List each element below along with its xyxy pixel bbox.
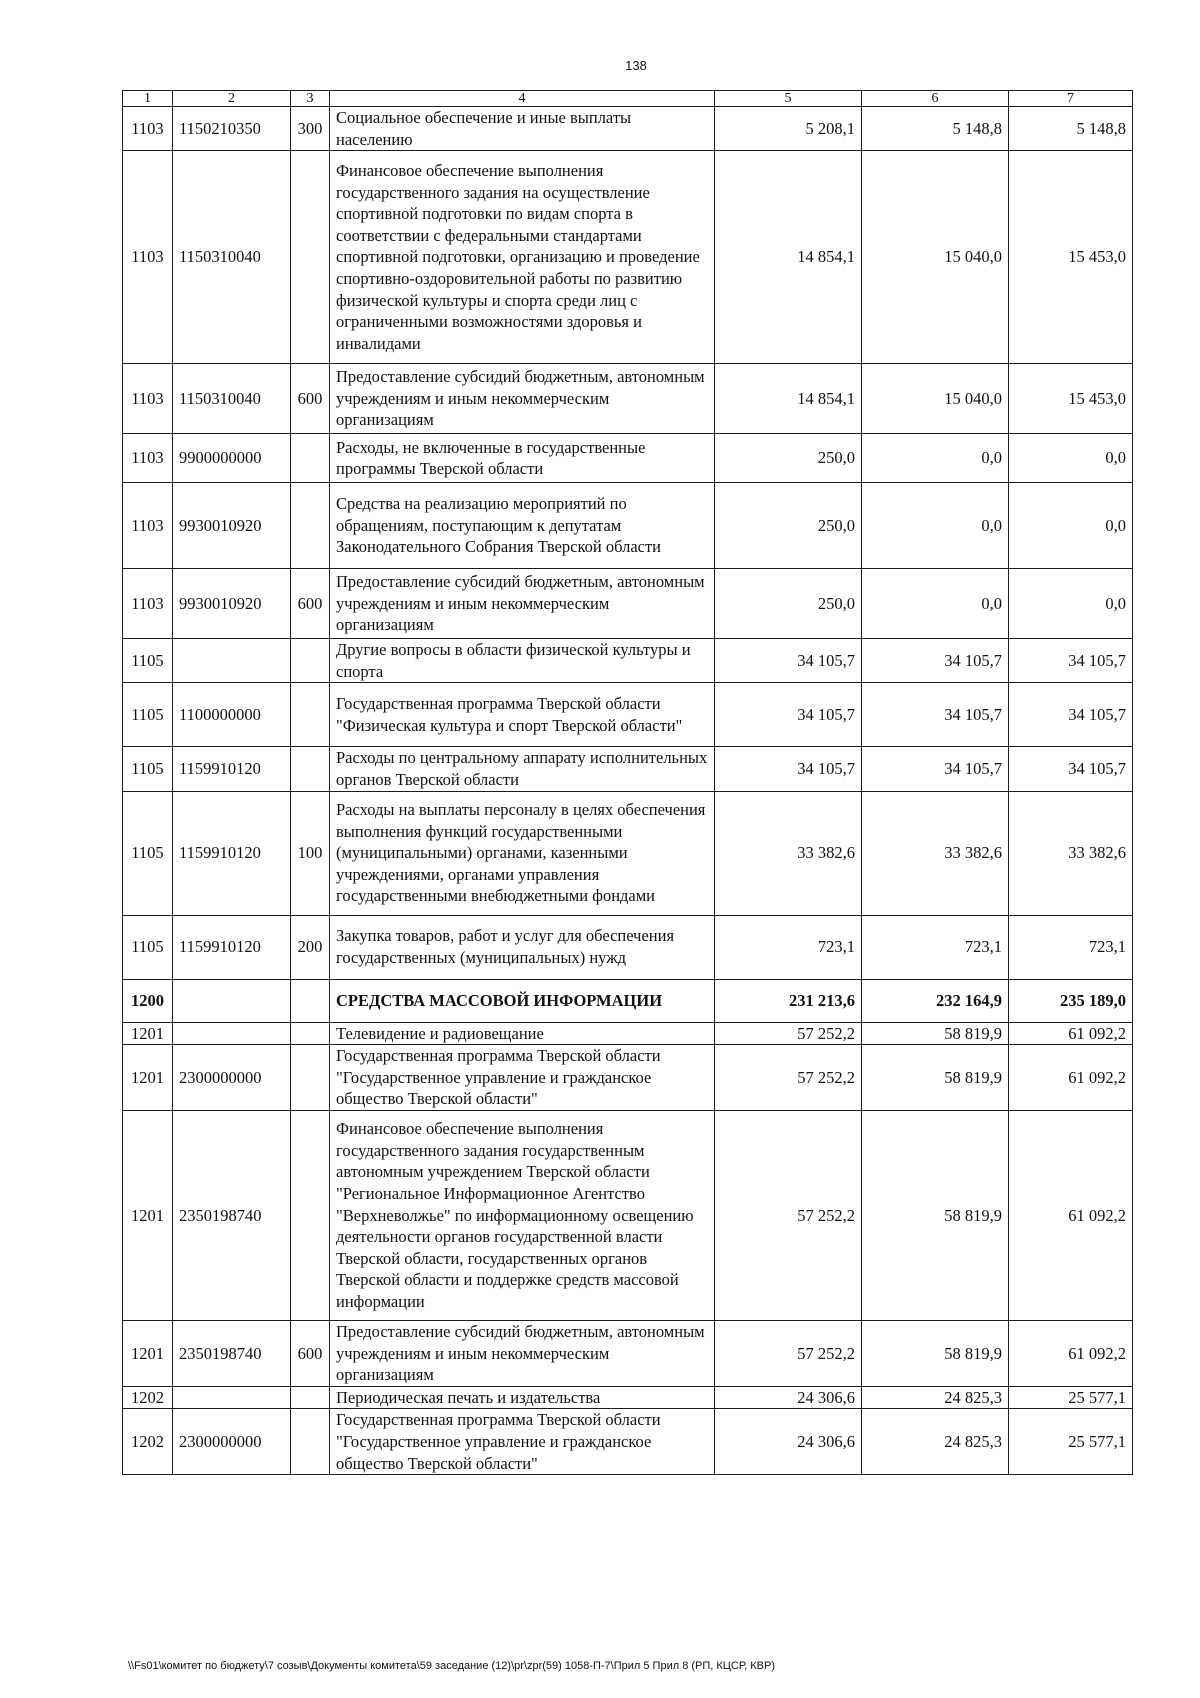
expense-type-cell: 600 [291, 364, 330, 434]
section-code-cell: 1202 [123, 1409, 173, 1475]
amount-col5-cell: 250,0 [715, 483, 862, 569]
item-name-cell: Социальное обеспечение и иные выплаты населению [330, 107, 715, 151]
amount-col7-cell: 61 092,2 [1009, 1022, 1133, 1045]
table-row [123, 434, 1133, 483]
amount-col6-cell: 24 825,3 [862, 1409, 1009, 1475]
amount-col5-cell: 250,0 [715, 434, 862, 483]
table-row [123, 639, 1133, 683]
section-code-cell: 1105 [123, 683, 173, 747]
amount-col7-cell: 15 453,0 [1009, 364, 1133, 434]
target-code-cell: 1159910120 [173, 791, 291, 915]
target-code-cell: 1150310040 [173, 364, 291, 434]
amount-col5-cell: 33 382,6 [715, 791, 862, 915]
section-code-cell: 1201 [123, 1110, 173, 1320]
section-code-cell: 1202 [123, 1386, 173, 1409]
table-row [123, 979, 1133, 1022]
target-code-cell: 2300000000 [173, 1045, 291, 1111]
expense-type-cell: 200 [291, 915, 330, 979]
table-row [123, 107, 1133, 151]
expense-type-cell [291, 639, 330, 683]
amount-col7-cell: 0,0 [1009, 569, 1133, 639]
amount-col5-cell: 250,0 [715, 569, 862, 639]
table-row [123, 1386, 1133, 1409]
section-code-cell: 1103 [123, 364, 173, 434]
target-code-cell: 1159910120 [173, 915, 291, 979]
header-cell-2: 2 [173, 91, 291, 107]
amount-col6-cell: 0,0 [862, 483, 1009, 569]
section-code-cell: 1105 [123, 639, 173, 683]
amount-col6-cell: 33 382,6 [862, 791, 1009, 915]
section-code-cell: 1103 [123, 151, 173, 364]
amount-col7-cell: 33 382,6 [1009, 791, 1133, 915]
table-row [123, 1022, 1133, 1045]
item-name-cell: Другие вопросы в области физической культуры и спорта [330, 639, 715, 683]
footer-file-path: \\Fs01\комитет по бюджету\7 созыв\Документы комитета\59 заседание (12)\pr\zpr(59) 1058-П-7\Прил 5 Прил 8 (РП, КЦСР, КВР) [128, 1660, 775, 1672]
target-code-cell: 9930010920 [173, 569, 291, 639]
section-code-cell: 1105 [123, 915, 173, 979]
amount-col5-cell: 24 306,6 [715, 1409, 862, 1475]
item-name-cell: Периодическая печать и издательства [330, 1386, 715, 1409]
table-row [123, 151, 1133, 364]
amount-col6-cell: 232 164,9 [862, 979, 1009, 1022]
item-name-cell: Средства на реализацию мероприятий по обращениям, поступающим к депутатам Законодательного Собрания Тверской области [330, 483, 715, 569]
target-code-cell [173, 1386, 291, 1409]
expense-type-cell [291, 747, 330, 791]
amount-col5-cell: 14 854,1 [715, 151, 862, 364]
expense-type-cell [291, 483, 330, 569]
target-code-cell: 9900000000 [173, 434, 291, 483]
expense-type-cell [291, 979, 330, 1022]
amount-col7-cell: 61 092,2 [1009, 1110, 1133, 1320]
budget-table [122, 90, 1133, 1475]
amount-col5-cell: 5 208,1 [715, 107, 862, 151]
expense-type-cell [291, 1022, 330, 1045]
section-code-cell: 1105 [123, 791, 173, 915]
amount-col7-cell: 25 577,1 [1009, 1409, 1133, 1475]
amount-col7-cell: 34 105,7 [1009, 639, 1133, 683]
amount-col7-cell: 0,0 [1009, 483, 1133, 569]
expense-type-cell [291, 151, 330, 364]
target-code-cell: 2350198740 [173, 1110, 291, 1320]
amount-col5-cell: 57 252,2 [715, 1320, 862, 1386]
item-name-cell: Закупка товаров, работ и услуг для обеспечения государственных (муниципальных) нужд [330, 915, 715, 979]
amount-col5-cell: 34 105,7 [715, 683, 862, 747]
header-cell-5: 5 [715, 91, 862, 107]
section-code-cell: 1200 [123, 979, 173, 1022]
amount-col7-cell: 0,0 [1009, 434, 1133, 483]
amount-col5-cell: 24 306,6 [715, 1386, 862, 1409]
item-name-cell: Финансовое обеспечение выполнения государственного задания на осуществление спортивной подготовки по видам спорта в соответствии с федеральными стандартами спортивной подготовки, организацию и проведение спортивно-оздоровительной работы по развитию физической культуры и спорта среди лиц с ограниченными возможностями здоровья и инвалидами [330, 151, 715, 364]
table-row [123, 569, 1133, 639]
amount-col6-cell: 15 040,0 [862, 151, 1009, 364]
expense-type-cell [291, 1386, 330, 1409]
amount-col6-cell: 0,0 [862, 569, 1009, 639]
item-name-cell: Государственная программа Тверской области "Государственное управление и гражданское общество Тверской области" [330, 1045, 715, 1111]
section-code-cell: 1201 [123, 1022, 173, 1045]
expense-type-cell [291, 1409, 330, 1475]
amount-col5-cell: 34 105,7 [715, 639, 862, 683]
table-row [123, 1110, 1133, 1320]
item-name-cell: Предоставление субсидий бюджетным, автономным учреждениям и иным некоммерческим организациям [330, 569, 715, 639]
item-name-cell: СРЕДСТВА МАССОВОЙ ИНФОРМАЦИИ [330, 979, 715, 1022]
table-row [123, 483, 1133, 569]
amount-col6-cell: 58 819,9 [862, 1045, 1009, 1111]
amount-col6-cell: 34 105,7 [862, 747, 1009, 791]
target-code-cell [173, 979, 291, 1022]
amount-col7-cell: 5 148,8 [1009, 107, 1133, 151]
expense-type-cell [291, 1110, 330, 1320]
expense-type-cell: 300 [291, 107, 330, 151]
amount-col6-cell: 0,0 [862, 434, 1009, 483]
header-cell-1: 1 [123, 91, 173, 107]
amount-col5-cell: 57 252,2 [715, 1045, 862, 1111]
target-code-cell: 1150310040 [173, 151, 291, 364]
section-code-cell: 1201 [123, 1045, 173, 1111]
table-row [123, 915, 1133, 979]
amount-col6-cell: 58 819,9 [862, 1022, 1009, 1045]
section-code-cell: 1105 [123, 747, 173, 791]
amount-col7-cell: 34 105,7 [1009, 683, 1133, 747]
item-name-cell: Финансовое обеспечение выполнения государственного задания государственным автономным учреждением Тверской области "Региональное Информационное Агентство "Верхневолжье" по информационному освещению деятельности органов государственной власти Тверской области, государственных органов Тверской области и поддержке средств массовой информации [330, 1110, 715, 1320]
table-row [123, 1320, 1133, 1386]
expense-type-cell: 600 [291, 1320, 330, 1386]
item-name-cell: Телевидение и радиовещание [330, 1022, 715, 1045]
amount-col6-cell: 58 819,9 [862, 1320, 1009, 1386]
amount-col6-cell: 34 105,7 [862, 639, 1009, 683]
section-code-cell: 1201 [123, 1320, 173, 1386]
amount-col7-cell: 61 092,2 [1009, 1045, 1133, 1111]
target-code-cell: 1159910120 [173, 747, 291, 791]
amount-col6-cell: 34 105,7 [862, 683, 1009, 747]
amount-col7-cell: 723,1 [1009, 915, 1133, 979]
amount-col6-cell: 15 040,0 [862, 364, 1009, 434]
target-code-cell: 1100000000 [173, 683, 291, 747]
item-name-cell: Государственная программа Тверской области "Физическая культура и спорт Тверской области" [330, 683, 715, 747]
table-row [123, 1045, 1133, 1111]
amount-col5-cell: 57 252,2 [715, 1110, 862, 1320]
amount-col5-cell: 57 252,2 [715, 1022, 862, 1045]
expense-type-cell: 600 [291, 569, 330, 639]
amount-col5-cell: 231 213,6 [715, 979, 862, 1022]
amount-col5-cell: 34 105,7 [715, 747, 862, 791]
item-name-cell: Расходы по центральному аппарату исполнительных органов Тверской области [330, 747, 715, 791]
item-name-cell: Расходы, не включенные в государственные программы Тверской области [330, 434, 715, 483]
expense-type-cell [291, 434, 330, 483]
target-code-cell: 9930010920 [173, 483, 291, 569]
section-code-cell: 1103 [123, 569, 173, 639]
target-code-cell: 1150210350 [173, 107, 291, 151]
target-code-cell: 2300000000 [173, 1409, 291, 1475]
table-row [123, 747, 1133, 791]
amount-col5-cell: 723,1 [715, 915, 862, 979]
header-cell-4: 4 [330, 91, 715, 107]
amount-col5-cell: 14 854,1 [715, 364, 862, 434]
section-code-cell: 1103 [123, 434, 173, 483]
item-name-cell: Расходы на выплаты персоналу в целях обеспечения выполнения функций государственными (муниципальными) органами, казенными учреждениями, органами управления государственными внебюджетными фондами [330, 791, 715, 915]
amount-col7-cell: 15 453,0 [1009, 151, 1133, 364]
section-code-cell: 1103 [123, 483, 173, 569]
table-row [123, 791, 1133, 915]
expense-type-cell [291, 683, 330, 747]
amount-col7-cell: 34 105,7 [1009, 747, 1133, 791]
target-code-cell [173, 639, 291, 683]
table-body [123, 107, 1133, 1475]
table-row [123, 683, 1133, 747]
amount-col6-cell: 5 148,8 [862, 107, 1009, 151]
header-row [123, 91, 1133, 107]
page-number: 138 [625, 58, 647, 73]
header-cell-6: 6 [862, 91, 1009, 107]
amount-col7-cell: 25 577,1 [1009, 1386, 1133, 1409]
section-code-cell: 1103 [123, 107, 173, 151]
amount-col6-cell: 58 819,9 [862, 1110, 1009, 1320]
amount-col6-cell: 24 825,3 [862, 1386, 1009, 1409]
expense-type-cell: 100 [291, 791, 330, 915]
target-code-cell: 2350198740 [173, 1320, 291, 1386]
item-name-cell: Предоставление субсидий бюджетным, автономным учреждениям и иным некоммерческим организациям [330, 1320, 715, 1386]
amount-col6-cell: 723,1 [862, 915, 1009, 979]
header-cell-3: 3 [291, 91, 330, 107]
expense-type-cell [291, 1045, 330, 1111]
item-name-cell: Государственная программа Тверской области "Государственное управление и гражданское общество Тверской области" [330, 1409, 715, 1475]
table-row [123, 1409, 1133, 1475]
item-name-cell: Предоставление субсидий бюджетным, автономным учреждениям и иным некоммерческим организациям [330, 364, 715, 434]
header-cell-7: 7 [1009, 91, 1133, 107]
amount-col7-cell: 235 189,0 [1009, 979, 1133, 1022]
amount-col7-cell: 61 092,2 [1009, 1320, 1133, 1386]
target-code-cell [173, 1022, 291, 1045]
table-row [123, 364, 1133, 434]
